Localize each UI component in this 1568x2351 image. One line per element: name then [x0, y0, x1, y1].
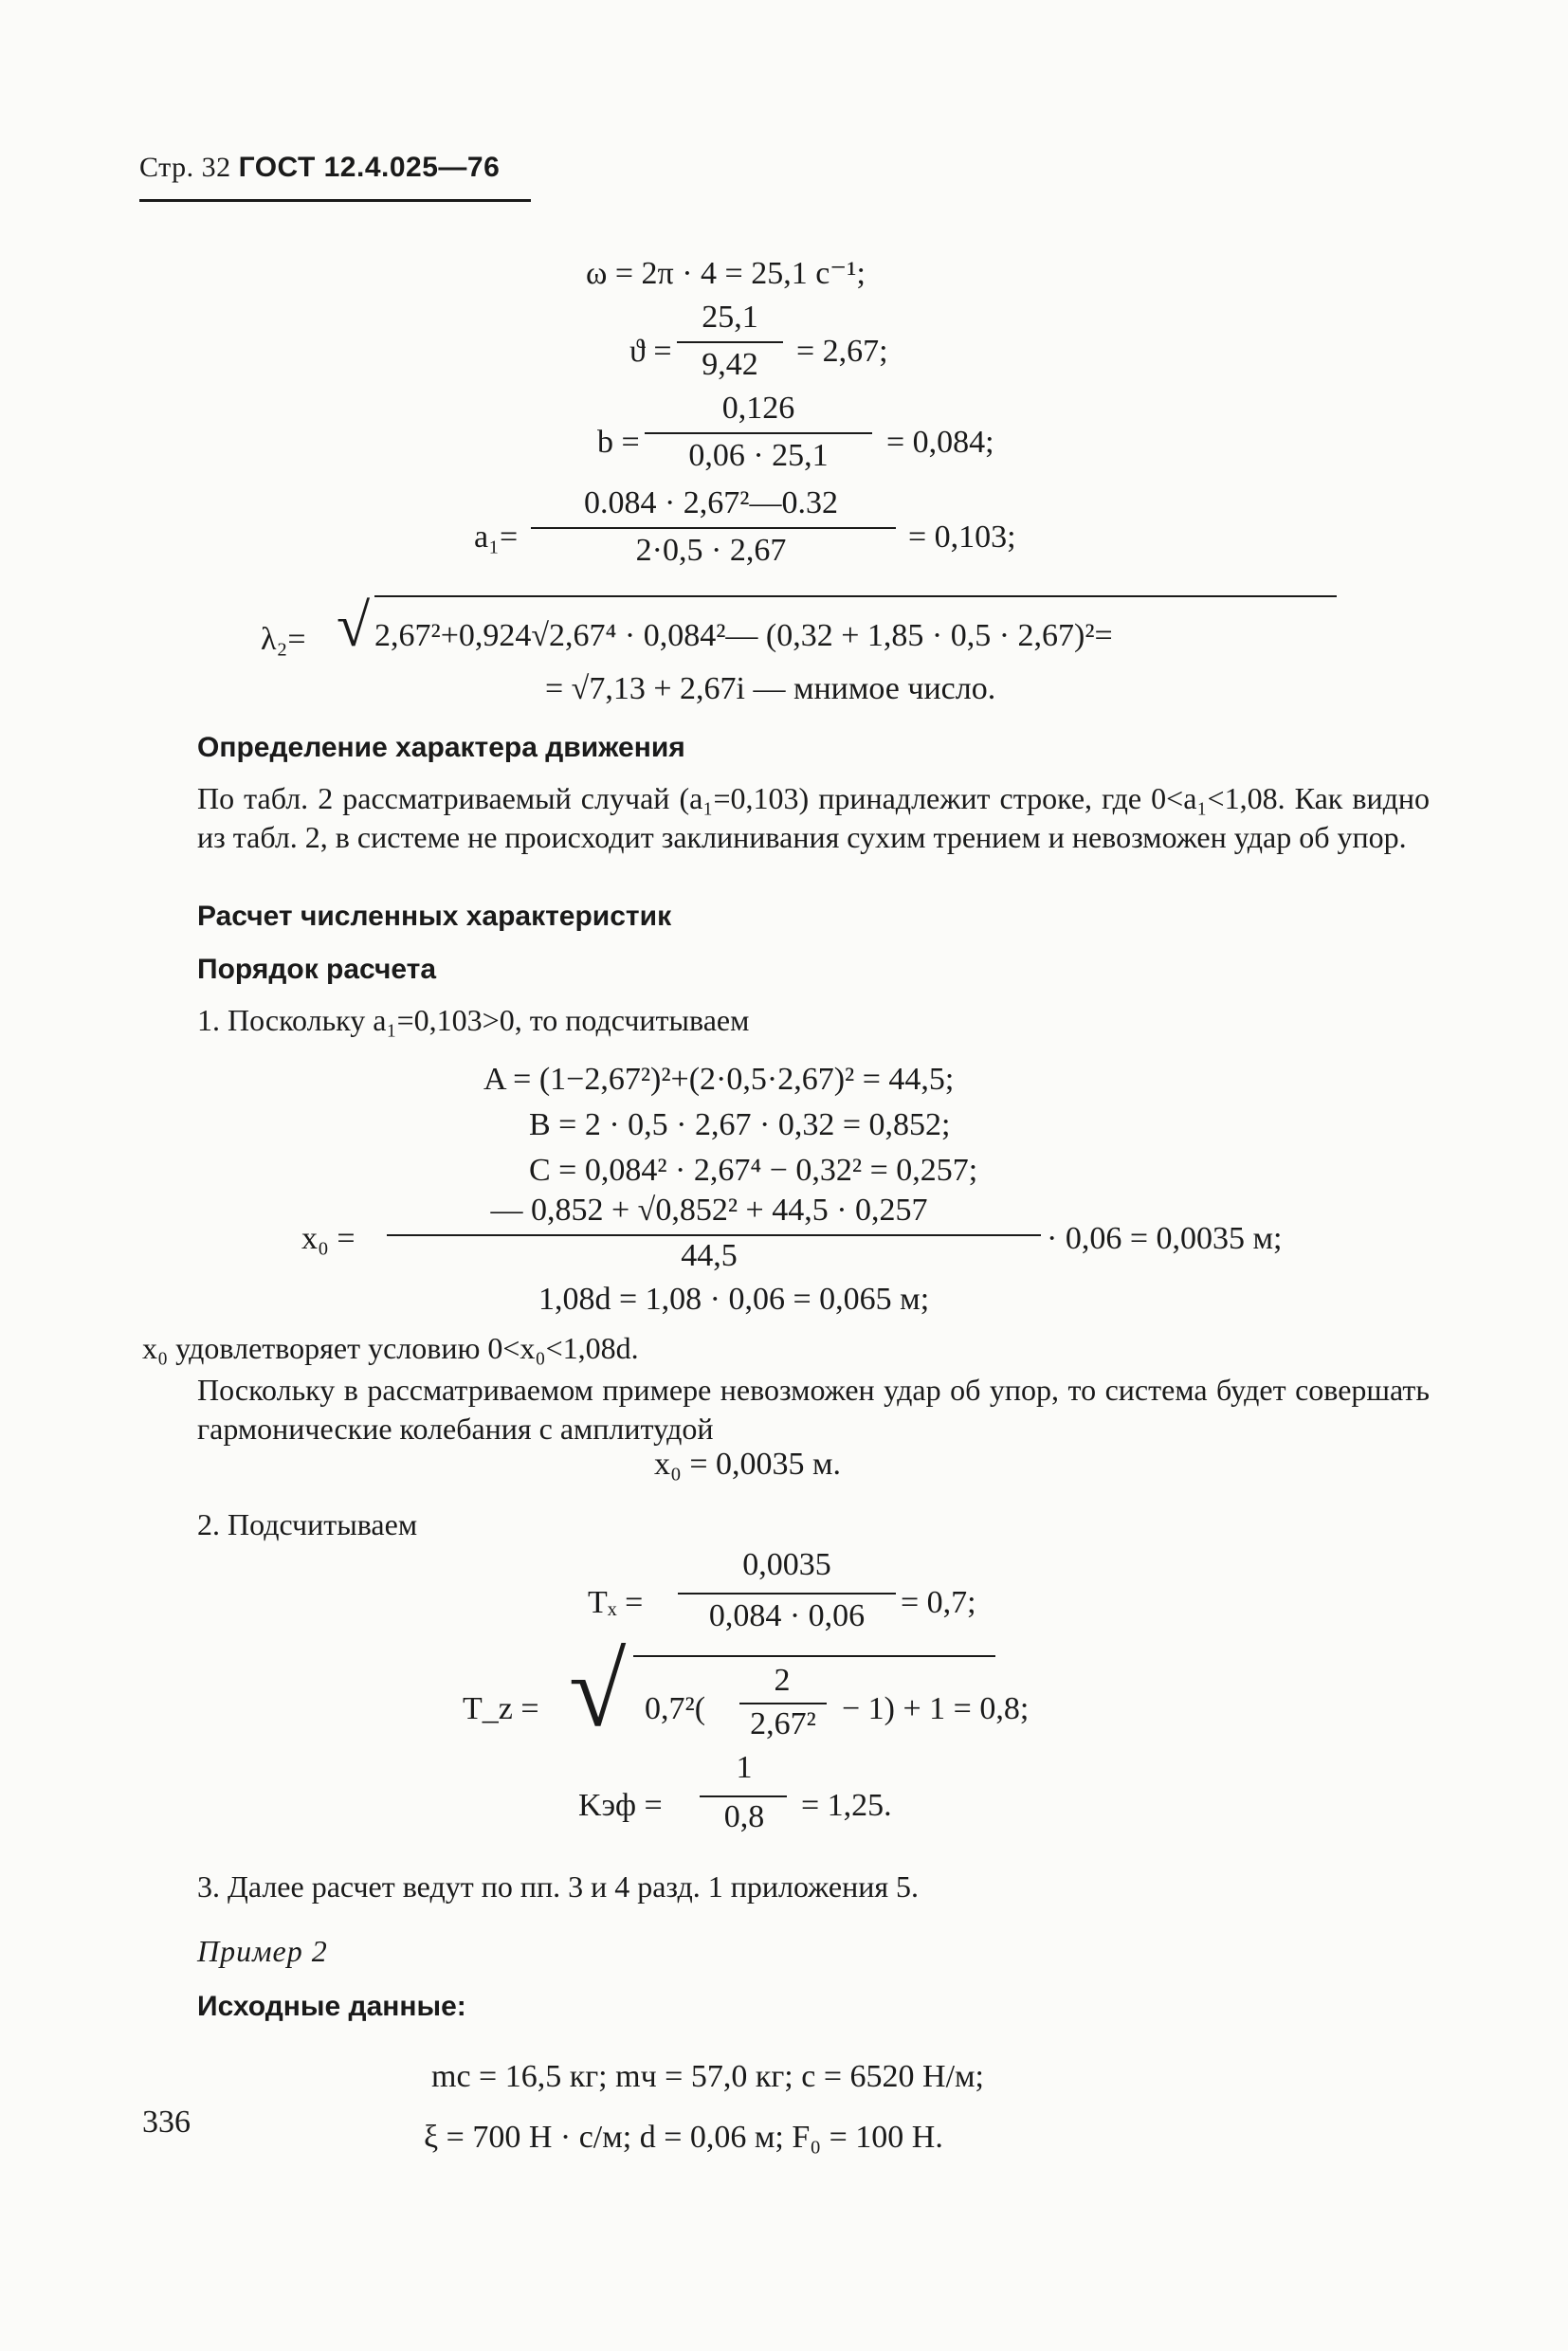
a1-numerator: 0.084 · 2,67²—0.32 — [583, 485, 838, 520]
b-denominator: 0,06 · 25,1 — [688, 438, 829, 473]
Tx-denominator: 0,084 · 0,06 — [708, 1598, 866, 1633]
formula-B: B = 2 · 0,5 · 2,67 · 0,32 = 0,852; — [529, 1107, 951, 1142]
section-heading-motion: Определение характера движения — [197, 732, 685, 763]
lambda-continuation: = √7,13 + 2,67i — мнимое число. — [545, 671, 996, 706]
a1-denominator: 2·0,5 · 2,67 — [635, 533, 787, 568]
step-2-label: 2. Подсчитываем — [197, 1507, 418, 1541]
standard-id: ГОСТ 12.4.025—76 — [238, 152, 501, 183]
Tz-radical-bar — [633, 1655, 995, 1659]
example-2-title: Пример 2 — [197, 1934, 328, 1968]
Tz-lhs: T_z = — [463, 1691, 539, 1726]
theta-lhs: ϑ = — [629, 334, 672, 369]
theta-numerator: 25,1 — [702, 300, 758, 335]
Tz-radical-sign: √ — [569, 1632, 627, 1748]
K-numerator: 1 — [736, 1750, 753, 1785]
formula-A: A = (1−2,67²)²+(2·0,5·2,67)² = 44,5; — [483, 1062, 955, 1097]
page-header — [139, 152, 500, 184]
a1-fraction-bar — [531, 527, 896, 529]
a1-rhs: = 0,103; — [908, 519, 1016, 555]
initial-data-line-1: mс = 16,5 кг; mч = 57,0 кг; c = 6520 Н/м; — [431, 2059, 984, 2094]
initial-data-line-2: ξ = 700 Н · с/м; d = 0,06 м; F₀ = 100 Н. — [424, 2120, 943, 2155]
formula-C: C = 0,084² · 2,67⁴ − 0,32² = 0,257; — [529, 1153, 978, 1188]
formula-d: 1,08d = 1,08 · 0,06 = 0,065 м; — [538, 1282, 930, 1317]
Tz-part-b: − 1) + 1 = 0,8; — [842, 1691, 1030, 1726]
Tz-part-a: 0,7²( — [645, 1691, 706, 1726]
header-rule — [139, 199, 531, 202]
x0-denominator: 44,5 — [681, 1238, 738, 1273]
K-lhs: Kэф = — [578, 1788, 663, 1823]
section-heading-order: Порядок расчета — [197, 954, 437, 985]
theta-denominator: 9,42 — [702, 347, 758, 382]
K-denominator: 0,8 — [723, 1799, 765, 1834]
Tx-numerator: 0,0035 — [742, 1547, 831, 1582]
initial-data-heading: Исходные данные: — [197, 1991, 466, 2022]
b-rhs: = 0,084; — [886, 425, 994, 460]
lambda-radicand: 2,67²+0,924√2,67⁴ · 0,084²— (0,32 + 1,85 · 0,5 · 2,67)²= — [374, 595, 1337, 654]
Tz-fraction-bar — [739, 1703, 827, 1704]
step-3-text: 3. Далее расчет ведут по пп. 3 и 4 разд. 1 приложения 5. — [197, 1869, 920, 1904]
Tx-lhs: Tₓ = — [588, 1585, 644, 1620]
b-lhs: b = — [597, 425, 640, 460]
x0-amplitude: x₀ = 0,0035 м. — [654, 1447, 842, 1482]
Tx-fraction-bar — [678, 1593, 896, 1595]
theta-rhs: = 2,67; — [796, 334, 888, 369]
theta-fraction-bar — [677, 341, 783, 343]
a1-lhs: a₁= — [474, 519, 519, 555]
x0-condition: x₀ удовлетворяет условию 0<x₀<1,08d. — [142, 1331, 639, 1365]
Tx-rhs: = 0,7; — [901, 1585, 976, 1620]
x0-fraction-bar — [387, 1234, 1041, 1236]
harmonic-paragraph: Поскольку в рассматриваемом примере невозможен удар об упор, то система будет совершать гармонические колебания с амплитудой — [197, 1373, 1430, 1446]
Tz-numerator: 2 — [774, 1663, 791, 1698]
Tz-denominator: 2,67² — [750, 1706, 816, 1741]
x0-lhs: x₀ = — [301, 1221, 356, 1256]
step-1-text: 1. Поскольку a₁=0,103>0, то подсчитываем — [197, 1003, 750, 1037]
K-rhs: = 1,25. — [801, 1788, 892, 1823]
K-fraction-bar — [700, 1795, 787, 1797]
b-numerator: 0,126 — [721, 391, 795, 426]
section-heading-calc: Расчет численных характеристик — [197, 901, 672, 932]
header-prefix: Стр. 32 — [139, 152, 239, 183]
x0-numerator: — 0,852 + √0,852² + 44,5 · 0,257 — [490, 1193, 928, 1228]
b-fraction-bar — [645, 432, 872, 434]
x0-rhs: · 0,06 = 0,0035 м; — [1047, 1221, 1283, 1256]
lambda-lhs: λ₂= — [261, 622, 306, 657]
page-number: 336 — [142, 2105, 191, 2140]
omega-formula: ω = 2π · 4 = 25,1 с⁻¹; — [586, 256, 866, 291]
motion-paragraph: По табл. 2 рассматриваемый случай (a₁=0,103) принадлежит строке, где 0<a₁<1,08. Как видно из табл. 2, в системе не происходит заклинивания сухим трением и невозможен удар об упор. — [197, 781, 1430, 854]
radical-sign: √ — [337, 592, 371, 659]
